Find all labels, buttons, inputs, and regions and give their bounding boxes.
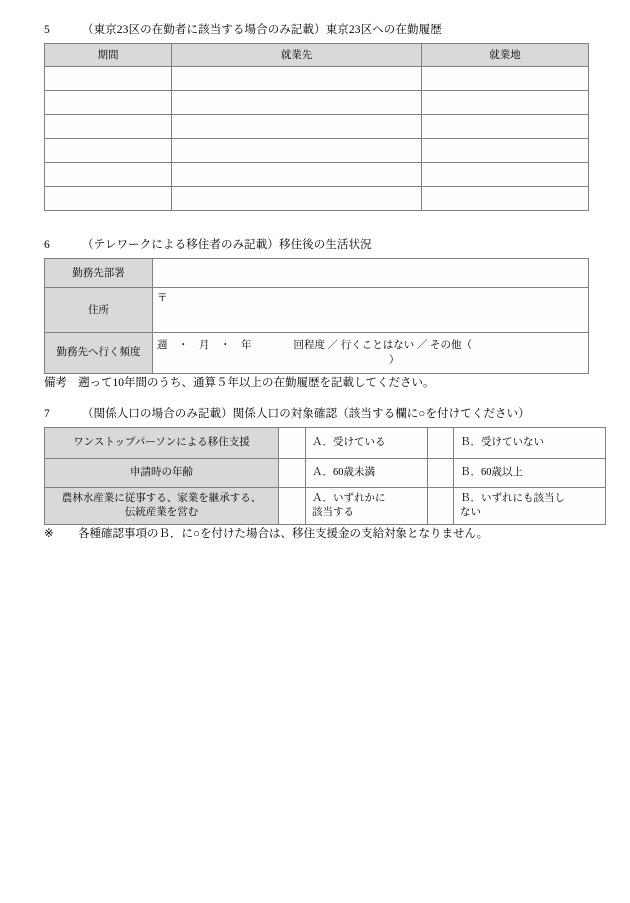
telework-living-table bbox=[44, 258, 589, 374]
cell-period[interactable] bbox=[45, 139, 172, 163]
section-7-number: 7 bbox=[44, 408, 50, 420]
label-industry-line-1: 農林水産業に従事する、家業を継承する、 bbox=[61, 493, 262, 504]
option-a-industry-line-1: Ａ．いずれかに bbox=[312, 493, 386, 504]
field-address[interactable] bbox=[153, 288, 589, 333]
frequency-options-line-2: ） bbox=[389, 355, 400, 366]
circle-mark-b-industry[interactable] bbox=[428, 488, 454, 525]
label-address: 住所 bbox=[45, 288, 153, 333]
table-row bbox=[45, 163, 589, 187]
cell-employer[interactable] bbox=[172, 139, 422, 163]
cell-employer[interactable] bbox=[172, 91, 422, 115]
cell-period[interactable] bbox=[45, 163, 172, 187]
table-row-department bbox=[45, 259, 589, 288]
cell-employer[interactable] bbox=[172, 163, 422, 187]
option-a-age: Ａ．60歳未満 bbox=[306, 459, 428, 488]
table-row bbox=[45, 67, 589, 91]
option-a-industry bbox=[306, 488, 428, 525]
table-row bbox=[45, 139, 589, 163]
table-row-address bbox=[45, 288, 589, 333]
circle-mark-a-industry[interactable] bbox=[279, 488, 306, 525]
column-header-employer: 就業先 bbox=[172, 44, 422, 67]
section-5-number: 5 bbox=[44, 24, 50, 36]
cell-worklocation[interactable] bbox=[422, 91, 589, 115]
circle-mark-b-age[interactable] bbox=[428, 459, 454, 488]
cell-period[interactable] bbox=[45, 67, 172, 91]
cell-worklocation[interactable] bbox=[422, 139, 589, 163]
section-6-number: 6 bbox=[44, 239, 50, 251]
cell-period[interactable] bbox=[45, 115, 172, 139]
footnote-note bbox=[44, 526, 588, 543]
cell-worklocation[interactable] bbox=[422, 67, 589, 91]
section-7-title: （関係人口の場合のみ記載）関係人口の対象確認（該当する欄に○を付けてください） bbox=[82, 408, 530, 420]
spacer bbox=[44, 211, 588, 237]
label-department: 勤務先部署 bbox=[45, 259, 153, 288]
cell-worklocation[interactable] bbox=[422, 163, 589, 187]
remarks-marker: 備考 bbox=[44, 377, 67, 389]
option-a-onestop: Ａ．受けている bbox=[306, 428, 428, 459]
label-frequency: 勤務先へ行く頻度 bbox=[45, 333, 153, 374]
cell-employer[interactable] bbox=[172, 187, 422, 211]
frequency-options-line-1: 週 ・ 月 ・ 年 回程度 ／ 行くことはない ／ その他（ bbox=[157, 340, 472, 351]
cell-period[interactable] bbox=[45, 187, 172, 211]
option-b-onestop: Ｂ．受けていない bbox=[454, 428, 606, 459]
table-row-onestop-support bbox=[45, 428, 606, 459]
footnote-marker: ※ bbox=[44, 528, 54, 540]
cell-worklocation[interactable] bbox=[422, 187, 589, 211]
field-department[interactable] bbox=[153, 259, 589, 288]
table-row bbox=[45, 115, 589, 139]
spacer bbox=[44, 392, 588, 406]
label-age-at-application: 申請時の年齢 bbox=[45, 459, 279, 488]
related-population-table bbox=[44, 427, 606, 525]
circle-mark-a-age[interactable] bbox=[279, 459, 306, 488]
table-row-industry bbox=[45, 488, 606, 525]
label-onestop-support: ワンストップパーソンによる移住支援 bbox=[45, 428, 279, 459]
section-7-heading bbox=[44, 406, 588, 423]
option-a-industry-line-2: 該当する bbox=[312, 507, 354, 518]
circle-mark-b-onestop[interactable] bbox=[428, 428, 454, 459]
option-b-industry-line-2: ない bbox=[460, 507, 481, 518]
label-industry bbox=[45, 488, 279, 525]
cell-period[interactable] bbox=[45, 91, 172, 115]
table-row bbox=[45, 187, 589, 211]
table-row bbox=[45, 91, 589, 115]
column-header-period: 期間 bbox=[45, 44, 172, 67]
option-b-industry bbox=[454, 488, 606, 525]
section-6-heading bbox=[44, 237, 588, 254]
cell-employer[interactable] bbox=[172, 115, 422, 139]
circle-mark-a-onestop[interactable] bbox=[279, 428, 306, 459]
remarks-note bbox=[44, 375, 588, 392]
work-history-table bbox=[44, 43, 589, 211]
table-row-frequency bbox=[45, 333, 589, 374]
section-5-title: （東京23区の在勤者に該当する場合のみ記載）東京23区への在勤履歴 bbox=[82, 24, 442, 36]
cell-worklocation[interactable] bbox=[422, 115, 589, 139]
footnote-text: 各種確認事項のＢ．に○を付けた場合は、移住支援金の支給対象となりません。 bbox=[78, 528, 489, 540]
section-5-heading bbox=[44, 22, 588, 39]
postal-mark-icon: 〒 bbox=[157, 293, 168, 304]
option-b-industry-line-1: Ｂ．いずれにも該当し bbox=[460, 493, 565, 504]
cell-employer[interactable] bbox=[172, 67, 422, 91]
column-header-worklocation: 就業地 bbox=[422, 44, 589, 67]
label-industry-line-2: 伝統産業を営む bbox=[124, 507, 199, 518]
field-frequency-options[interactable] bbox=[153, 333, 589, 374]
work-history-header-row bbox=[45, 44, 589, 67]
remarks-text: 遡って10年間のうち、通算５年以上の在勤履歴を記載してください。 bbox=[78, 377, 435, 389]
section-6-title: （テレワークによる移住者のみ記載）移住後の生活状況 bbox=[82, 239, 372, 251]
table-row-age-at-application bbox=[45, 459, 606, 488]
option-b-age: Ｂ．60歳以上 bbox=[454, 459, 606, 488]
